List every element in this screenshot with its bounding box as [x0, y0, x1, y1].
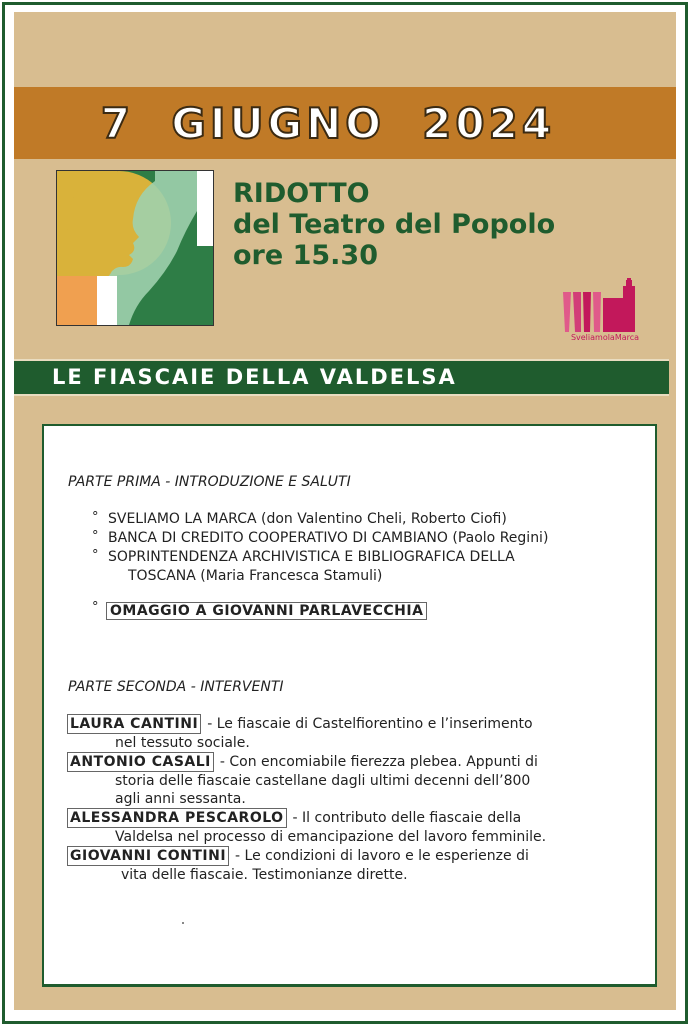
event-time: ore 15.30: [233, 240, 378, 271]
speaker-entry: [67, 846, 647, 884]
speaker-talk-cont: Valdelsa nel processo di emancipazione del lavoro femminile.: [115, 829, 547, 845]
stray-dot: [182, 922, 184, 924]
list-item-text: SOPRINTENDENZA ARCHIVISTICA E BIBLIOGRAFICA DELLA: [108, 549, 515, 565]
speaker-entry: [67, 714, 647, 752]
venue-block: [233, 178, 555, 271]
list-item-text: BANCA DI CREDITO COOPERATIVO DI CAMBIANO (Paolo Regini): [108, 530, 549, 546]
speaker-name: ANTONIO CASALI: [67, 752, 214, 772]
speaker-name: ALESSANDRA PESCAROLO: [67, 808, 287, 828]
date-banner: [14, 87, 676, 159]
list-item-text: SVELIAMO LA MARCA (don Valentino Cheli, Roberto Ciofi): [108, 511, 507, 527]
part2-heading: PARTE SECONDA - INTERVENTI: [68, 679, 284, 695]
speaker-entry: [67, 752, 647, 808]
speakers-list: [67, 714, 647, 884]
profile-art-icon: [57, 171, 213, 325]
part1-list: [90, 510, 650, 586]
list-item: ° SVELIAMO LA MARCA (don Valentino Cheli, Roberto Ciofi): [92, 510, 507, 527]
title-bar: [14, 359, 669, 396]
event-title: LE FIASCAIE DELLA VALDELSA: [52, 365, 457, 389]
speaker-name: GIOVANNI CONTINI: [67, 846, 229, 866]
speaker-talk: - Il contributo delle fiascaie della: [292, 810, 522, 826]
speaker-talk-cont: storia delle fiascaie castellane dagli ultimi decenni dell’800: [115, 773, 531, 789]
event-date: 7 GIUGNO 2024: [100, 98, 556, 148]
woman-profile-illustration: [56, 170, 214, 326]
sveliamo-la-marca-logo: [563, 278, 647, 346]
part1-heading: PARTE PRIMA - INTRODUZIONE E SALUTI: [68, 474, 351, 490]
list-item: ° SOPRINTENDENZA ARCHIVISTICA E BIBLIOGRAFICA DELLA: [92, 548, 515, 565]
logo-wordmark: SveliamolaMarca: [570, 333, 640, 342]
speaker-talk: - Con encomiabile fierezza plebea. Appunti di: [219, 754, 538, 770]
speaker-talk: - Le condizioni di lavoro e le esperienze di: [235, 848, 529, 864]
program-panel: [42, 424, 657, 987]
speaker-name: LAURA CANTINI: [67, 714, 201, 734]
speaker-talk-cont: nel tessuto sociale.: [115, 735, 250, 751]
venue-theatre: del Teatro del Popolo: [233, 209, 556, 240]
list-item: ° BANCA DI CREDITO COOPERATIVO DI CAMBIANO (Paolo Regini): [92, 529, 549, 546]
venue-name: RIDOTTO: [233, 178, 370, 209]
speaker-talk-cont: agli anni sessanta.: [115, 791, 246, 807]
tribute-box: OMAGGIO A GIOVANNI PARLAVECCHIA: [106, 602, 427, 620]
list-item-text: TOSCANA (Maria Francesca Stamuli): [128, 568, 383, 584]
tribute-line: ° OMAGGIO A GIOVANNI PARLAVECCHIA: [90, 602, 427, 620]
castle-towers-logo-icon: [563, 278, 647, 334]
list-item: [90, 567, 650, 586]
speaker-talk-cont: vita delle fiascaie. Testimonianze dirette.: [121, 867, 408, 883]
speaker-talk: - Le fiascaie di Castelfiorentino e l’inserimento: [207, 716, 533, 732]
speaker-entry: [67, 808, 647, 846]
